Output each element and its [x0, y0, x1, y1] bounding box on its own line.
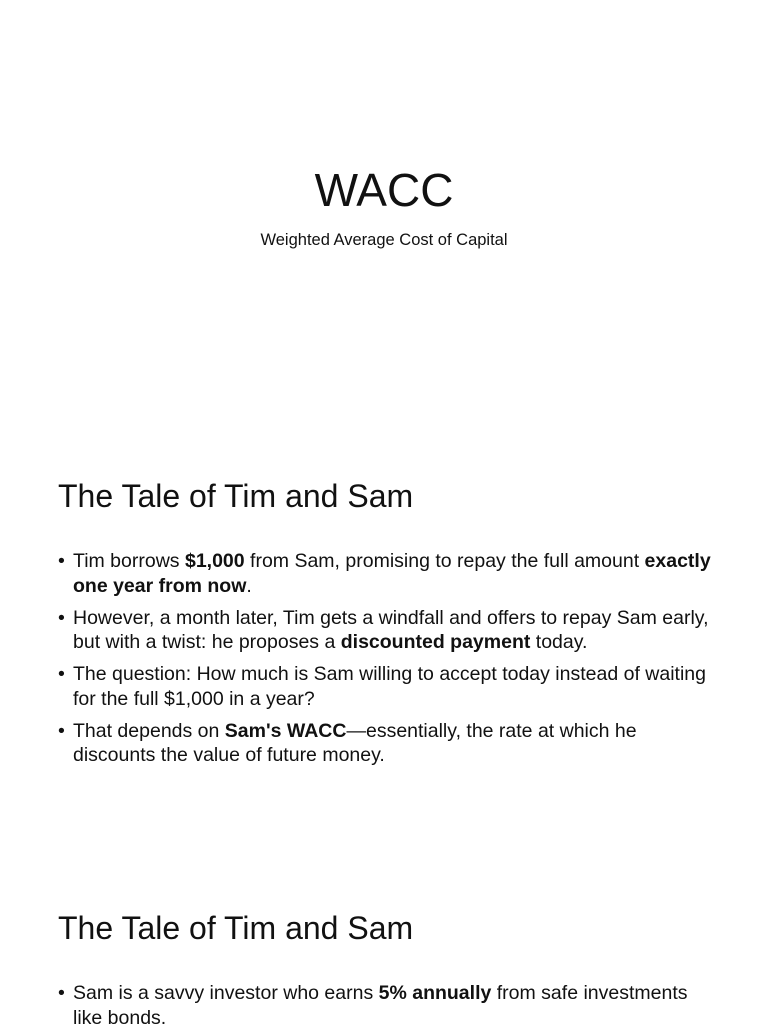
emphasized-text: exactly one year from now: [73, 550, 711, 597]
bullet-dot-icon: •: [58, 550, 65, 572]
bullet-text: The question: How much is Sam willing to accept today instead of waiting for the full $1,000 in a year?: [73, 663, 706, 710]
bullet-list: [58, 549, 718, 775]
slide-heading: The Tale of Tim and Sam: [58, 910, 414, 946]
bullet-item: [58, 981, 718, 1024]
bullet-text: .: [246, 574, 252, 597]
bullet-text: However, a month later, Tim gets a windfall and offers to repay Sam early, but with a twist: he proposes a: [73, 606, 709, 653]
bullet-item: [58, 662, 718, 711]
bullet-list: [58, 981, 718, 1024]
bullet-text: from Sam, promising to repay the full amount: [244, 550, 645, 572]
presentation-title: WACC: [314, 164, 454, 216]
title-slide: [0, 0, 768, 433]
bullet-dot-icon: •: [58, 606, 65, 629]
bullet-item: [58, 549, 718, 598]
bullet-dot-icon: •: [58, 719, 65, 742]
bullet-text: —essentially, the rate at which he discounts the value of future money.: [73, 719, 637, 766]
bullet-text: Tim borrows: [73, 550, 185, 572]
bullet-text: That depends on: [73, 719, 225, 742]
slide-tale-part-2: [0, 866, 768, 1024]
emphasized-text: 5% annually: [378, 982, 492, 1004]
bullet-text: Sam is a savvy investor who earns: [73, 982, 379, 1004]
emphasized-text: discounted payment: [340, 631, 531, 653]
bullet-dot-icon: •: [58, 982, 65, 1004]
slide-tale-part-1: [0, 433, 768, 866]
bullet-dot-icon: •: [58, 663, 65, 685]
slide-heading: The Tale of Tim and Sam: [58, 478, 414, 514]
emphasized-text: $1,000: [184, 550, 245, 572]
presentation-subtitle: Weighted Average Cost of Capital: [260, 231, 508, 249]
bullet-item: [58, 719, 718, 768]
bullet-item: [58, 606, 718, 655]
bullet-text: today.: [530, 631, 588, 653]
bullet-text: from safe investments like bonds.: [73, 982, 688, 1024]
emphasized-text: Sam's WACC: [224, 719, 347, 742]
